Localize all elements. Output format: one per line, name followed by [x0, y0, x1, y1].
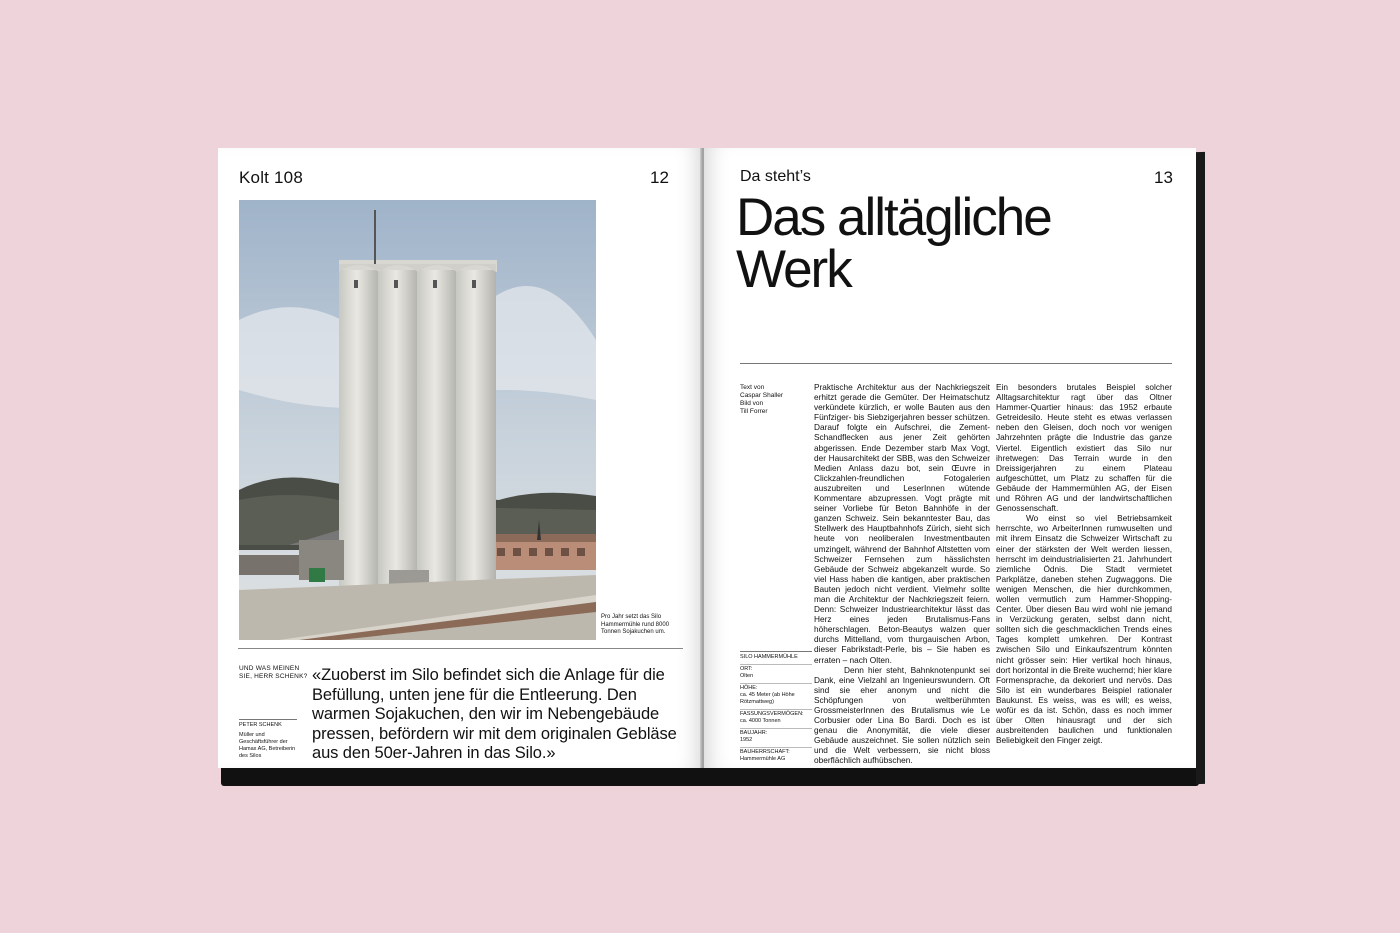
- headline: [736, 188, 1136, 299]
- right-page: [704, 148, 1196, 768]
- article-paragraph: Ein besonders brutales Beispiel solcher Alltagsarchitektur ragt über das Oltner Hammer-Quartier hinaus: das 1952 erbaute Getreidesilo. Heute steht es etwas verlassen neben den Gleisen, doch noch vor wenigen Jahrzehnten prägte die Industrie das ganze Viertel. Eigentlich existiert das Silo nur ihretwegen: Das Terrain wurde in den Dreissigerjahren zu einem Plateau aufgeschüttet, um Platz zu schaffen für die Gebäude der Hammermühlen AG, der Eisen und Röhren AG und der landwirtschaftlichen Genossenschaft.: [996, 382, 1172, 514]
- page-number-right: 13: [1154, 168, 1173, 187]
- facts-box: [740, 651, 812, 766]
- author-name: Caspar Shaller: [740, 392, 783, 399]
- fact-label: HÖHE:: [740, 683, 812, 692]
- section-kicker: Da steht’s: [740, 168, 811, 185]
- photographer-name: Till Forrer: [740, 408, 768, 415]
- fact-value: Hammermühle AG: [740, 756, 786, 762]
- headline-line-1: Das alltägliche: [736, 188, 1051, 247]
- photo-caption: Pro Jahr setzt das Silo Hammermühle rund 8000 Tonnen Sojakuchen um.: [601, 614, 670, 635]
- pull-quote: «Zuoberst im Silo befindet sich die Anlage für die Befüllung, unten jene für die Entleerung. Den warmen Sojakuchen, den wir im Nebengebäude pressen, befördern wir mit dem originalen Gebläse aus den 50er-Jahren in das Silo.»: [312, 666, 677, 762]
- credits: [740, 384, 810, 416]
- divider: [238, 648, 683, 649]
- article-paragraph: Praktische Architektur aus der Nachkriegszeit erhitzt gerade die Gemüter. Der Heimatschutz verkündete kürzlich, er wolle Bauten aus den Fünfziger- bis Siebzigerjahren besser schützen. Darauf folgte ein Aufschrei, die Zement-Schandflecken aus jener Zeit gehörten abgerissen. Ende Dezember starb Max Vogt, der Hausarchitekt der SBB, was den Schweizer Medien Anlass dazu bot, sein Œuvre in Clickzahlen-freundlichen Fotogalerien auszubreiten und LeserInnen wütende Kommentare abzupressen. Vogt prägte mit seiner Vorliebe für Beton Bahnhöfe in der ganzen Schweiz. Sein bekanntester Bau, das Stellwerk des Hauptbahnhofs Zürich, sieht sich heute von neoliberalen Investmentbauten umzingelt, während der Bahnhof Altstetten vom Schweizer Fernsehen zum hässlichsten Gebäude der Schweiz abgekanzelt wurde. So viel Hass haben die kantigen, aber praktischen Bauten jedoch nicht verdient. Vielmehr sollte man die Architektur der Nachkriegszeit feiern. Denn: Schweizer Industriearchitektur lässt das Herz eines jeden Brutalismus-Fans höherschlagen. Beton-Beautys walzen quer durchs Mittelland, vom thurgauischen Arbon, dieser Fabrikstadt-Perle, bis – Sie haben es erraten – nach Olten.: [814, 382, 990, 665]
- headline-line-2: Werk: [736, 240, 851, 299]
- text-credit-label: Text von: [740, 384, 765, 391]
- person-description: Müller und Geschäftsführer der Hamax AG, Betreiberin des Silos: [239, 732, 296, 759]
- silo-photo: [239, 200, 596, 640]
- fact-value: Olten: [740, 673, 754, 679]
- divider: [740, 363, 1172, 364]
- left-page: [218, 148, 702, 768]
- article-column-2: [996, 382, 1172, 745]
- fact-label: BAUHERRSCHAFT:: [740, 747, 812, 756]
- article-paragraph: Denn hier steht, Bahnknotenpunkt sei Dank, eine Vielzahl an Ingenieurswundern. Oft sind sie eher anonym und nicht die Schöpfungen von weltberühmten GrossmeisterInnen des Brutalismus wie Le Corbusier oder Lina Bo Bardi. Doch es ist genau die Anonymität, die viele dieser Gebäude auszeichnet. Sie sollen nützlich sein und die Welt verbessern, sie nicht bloss oberflächlich aufhübschen.: [814, 664, 990, 766]
- magazine-spread: [218, 148, 1202, 788]
- fact-value: ca. 45 Meter (ab Höhe Rötzmattweg): [740, 692, 795, 705]
- person-name: PETER SCHENK: [239, 719, 297, 728]
- fact-value: 1952: [740, 737, 753, 743]
- fact-label: BAUJAHR:: [740, 728, 812, 737]
- fact-label: FASSUNGSVERMÖGEN:: [740, 709, 812, 718]
- article-column-1: [814, 382, 990, 766]
- fact-label: ORT:: [740, 664, 812, 673]
- question-label: UND WAS MEINEN SIE, HERR SCHENK?: [239, 665, 308, 680]
- facts-title: SILO HAMMERMÜHLE: [740, 651, 812, 661]
- article-paragraph: Wo einst so viel Betriebsamkeit herrschte, wo ArbeiterInnen rumwuselten und mit ihrem Einsatz die Schweizer Wirtschaft zu einer der stärksten der Welt werden liessen, herrscht im deindustrialisierten 21. Jahrhundert ziemliche Ödnis. Die Stadt vermietet Parkplätze, daneben stehen Zugwaggons. Die wenigen Menschen, die hier durchkommen, wollen vermutlich zum Hammer-Shopping-Center. Über diesen Bau wird wohl nie jemand in Verzückung geraten, selbst dann nicht, sollten sich die geschmacklichen Trends eines Tages komplett umkehren. Der Kontrast zwischen Silo und Einkaufszentrum könnten nicht grösser sein: Hier vertikal hoch hinaus, dort horizontal in die Breite wuchernd; hier klare Formensprache, da dekoriert und nervös. Das Silo ist ein wunderbares Beispiel rationaler Baukunst. Es weiss, was es will; es weiss, wofür es da ist. Schön, dass es noch immer über Olten hinausragt und der sich ausbreitenden baulichen und funktionalen Beliebigkeit den Finger zeigt.: [996, 513, 1172, 746]
- fact-value: ca. 4000 Tonnen: [740, 718, 781, 724]
- page-number-left: 12: [650, 168, 669, 187]
- image-credit-label: Bild von: [740, 400, 764, 407]
- running-head: Kolt 108: [239, 168, 303, 187]
